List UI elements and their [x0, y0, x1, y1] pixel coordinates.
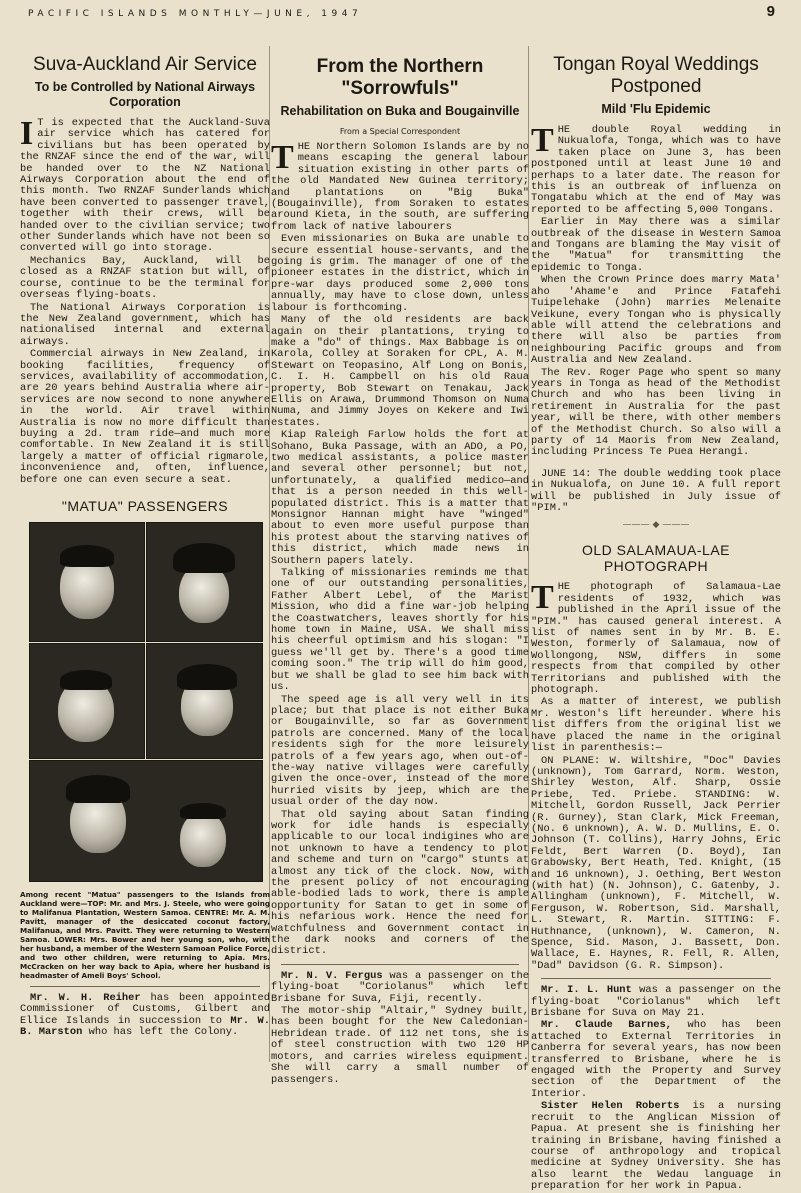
column-right — [531, 38, 781, 1193]
article-paragraph: Earlier in May there was a similar outbreak of the disease in Western Samoa and Tongans are blaming the May visit of the "Matua" for transmitting the epidemic to Tonga. — [531, 216, 781, 274]
article-paragraph: THE double Royal wedding in Nukualofa, Tonga, which was to have taken place on June 3, has been postponed until at least June 10 and perhaps to a later date. The reason for this is an outbreak of influenza on Tongatabu which at the end of May was reported to be affecting 5,000 Tongans. — [531, 122, 781, 216]
article-title: Tongan Royal Weddings Postponed — [553, 54, 759, 97]
drop-cap: T — [271, 139, 294, 176]
column-middle — [271, 38, 529, 1086]
drop-cap: T — [531, 122, 554, 159]
page-header — [0, 0, 801, 36]
photo-caption: Among recent "Matua" passengers to the Islands from Auckland were—TOP: Mr. and Mrs. J. Steele, who were going to Malifanua Plantation, Western Samoa. CENTRE: Mr. A. M. Pavitt, manager of the desiccated coconut factory, Malifanua, and Mrs. Pavitt. They were returning to Western Samoa. LOWER: Mrs. Bower and her young son, who, with her husband, a member of the Western Samoan Police Force, and two other children, were returning to Apia. Mrs. McCracken on her way back to Apia, where her husband is headmaster of Ameli Boys' School. — [20, 890, 270, 980]
photo-pavitt-wife — [146, 643, 263, 759]
article-paragraph: As a matter of interest, we publish Mr. Weston's lift hereunder. Where his list differs from the original list we have placed the name in the original list in parenthesis:— — [531, 696, 781, 755]
photo-steele-husband — [29, 522, 145, 642]
photo-steele-wife — [146, 522, 263, 642]
section-heading: "MATUA" PASSENGERS — [61, 498, 229, 514]
byline: From a Special Correspondent — [339, 127, 461, 136]
section-heading: OLD SALAMAUA-LAE PHOTOGRAPH — [581, 542, 731, 575]
news-note: The motor-ship "Altair," Sydney built, has been bought for the New Caledonian-Hebridean trade. Of 112 net tons, she is of steel construction with two 120 HP motors, and carries wireless equipment. She will carry a small number of passengers. — [271, 1005, 529, 1086]
article-paragraph: Talking of missionaries reminds me that one of our outstanding personalities, Father Albert Lebel, of the Marist Mission, who did a fine war-job helping the Coastwatchers, leaves shortly for his home town in Maine, USA. We shall miss his cheerful optimism and his slogan: "I guess we'll get by. There's a good time coming soon." The trip will do him good, but we shall be glad to see him back with us. — [271, 567, 529, 694]
article-paragraph: Many of the old residents are back again on their plantations, trying to make a "do" of things. Max Babbage is on Karola, Colley at Soraken for CPL, A. M. Stewart on Teopasino, Alf Long on Bonis, C. I. H. Campbell on his old Raua property, Bob Stewart on Tenakau, Jack Ellis on Arawa, Drummond Thomson on Numa Numa, and Jimmy Joyes on Kekere and Iwi estates. — [271, 314, 529, 429]
article-paragraph: The Rev. Roger Page who spent so many years in Tonga as head of the Methodist Church and who has been living in retirement in Australia for the past year, will be there, with other members of the Methodist Church. So also will a party of 14 Maoris from New Zealand, including Princess Te Puea Herangi. — [531, 366, 781, 459]
article-title: From the Northern "Sorrowfuls" — [316, 56, 484, 99]
article-paragraph: THE photograph of Salamaua-Lae residents of 1932, which was published in the April issue of the "PIM." has caused general interest. A list of names sent in by Mr. B. E. Weston, formerly of Salamaua, now of Wollongong, NSW, differs in some respects from that compiled by other Territorians and published with the photograph. — [531, 579, 781, 697]
article-paragraph: I T is expected that the Auckland-Suva air service which has catered for civilians but has been operated by the RNZAF since the end of the war, will be handed over to the NZ National Airways Corporation about the end of this month. Two RNZAF Sunderlands which have been converted to passenger travel, together with their crews, will be handed over to the civilian service; two other Sunderlands which have not been so converted will go into storage. — [20, 115, 270, 255]
column-left — [20, 38, 270, 1068]
article-paragraph: The speed age is all very well in its place; but that place is not either Buka or Bougainville, so far as Government patrols are concerned. Many of the local residents sigh for the more leisurely patrols of a few years ago, when out-of-the-way native villages were carefully given the once-over, instead of the more hurried visits by jeep, which are the usual order of the day now. — [271, 693, 529, 809]
article-paragraph: Commercial airways in New Zealand, in booking facilities, frequency of services, availability of accommodation, are 20 years behind Australia where air-services are now second to none anywhere in the world. Air travel within Australia is now no more difficult than buying a 2d. tram ride—and much more comfortable. In New Zealand it is still largely a matter of official rigmarole, inconvenience and, often, influence, before one can even secure a seat. — [20, 348, 270, 486]
article-title: Suva-Auckland Air Service — [33, 54, 257, 75]
news-note: Sister Helen Roberts is a nursing recruit to the Anglican Mission of Papua. At present she is finishing her training in Brisbane, having finished a course of anthropology and tropical medicine at Sydney University. She has also learnt the Wedau language in preparation for her work in Papua. — [531, 1100, 781, 1193]
name-list: ON PLANE: W. Wiltshire, "Doc" Davies (unknown), Tom Garrard, Norm. Weston, Shirley Weston, Alf. Sharp, Ossie Priebe, Ted. Priebe. STANDING: W. Mitchell, Gordon Russell, Jack Perrier (R. Gurney), Stan Clark, Mick Freeman, (No. 6 unknown), A. W. D. Mullins, E. O. Johnson (T. Collins), Harry Johns, Eric Feldt, Bert Warren (D. Boyd), Ian Grabowsky, Bert Heath, Ted. Knight, (15 and 16 unknown), J. Oething, Bert Weston (with hat) (N. Johnson), C. Gatenby, J. Allingham (unknown), F. Mitchell, W. Ferguson, W. Robertson, Sid. Marshall, L. Stewart, R. Martin. SITTING: F. Huthnance, (unknown), W. Cameron, N. Spence, Sid. Mason, J. Bassett, Don. Wallace, E. Haynes, R. Fell, R. Allen, "Dad" Davidson (G. R. Simpson). — [531, 754, 781, 972]
divider — [30, 986, 260, 987]
article-paragraph: Mechanics Bay, Auckland, will be closed as a RNZAF station but will, of course, continue to be the terminal for overseas flying-boats. — [20, 254, 270, 302]
news-note: Mr. Claude Barnes, who has been attached to External Territories in Canberra for several years, has now been transferred to Brisbane, where he is engaged with the Property and Survey section of the Department of the Interior. — [531, 1019, 781, 1100]
article-subtitle: Mild 'Flu Epidemic — [601, 102, 711, 116]
article-subtitle: To be Controlled by National Airways Corporation — [34, 80, 256, 109]
divider — [281, 964, 519, 965]
passenger-photographs — [29, 522, 261, 882]
news-note: Mr. I. L. Hunt was a passenger on the flying-boat "Coriolanus" which left Brisbane for Suva on May 21. — [531, 984, 781, 1020]
article-paragraph: THE Northern Solomon Islands are by no means escaping the general labour situation existing in other parts of the old Mandated New Guinea territory; and plantations on "Big Buka" (Bougainville), from Soraken to estates around Kieta, in the south, are suffering from lack of native labourers — [271, 139, 529, 233]
article-paragraph: When the Crown Prince does marry Mata' aho 'Ahame'e and Prince Fatafehi Tuipelehake (John) marries Melenaite Veikune, every Tongan who is physically able will attend the celebrations and there will also be parties from neighbouring Pacific groups and from Australia and New Zealand. — [531, 274, 781, 367]
article-paragraph: Kiap Raleigh Farlow holds the fort at Sohano, Buka Passage, with an ADO, a PO, two medical assistants, a police master and several other personnel; but not, unfortunately, a qualified medico—and that is a person needed in this well-populated district. This is a matter that Monsignor Hannan might have "winged" about to even more useful purpose than his protest about the starving natives of this district, which made news in Southern papers lately. — [271, 429, 529, 567]
article-paragraph: Even missionaries on Buka are unable to secure essential house-servants, and the going is grim. The manager of one of the pioneer estates in the district, which in pre-war days produced some 2,000 tons annually, may have to close down, unless labour is forthcoming. — [271, 233, 529, 314]
drop-cap: T — [531, 579, 554, 617]
article-paragraph: That old saying about Satan finding work for idle hands is especially applicable to our local indigines who are not unknown to have a tendency to plot and scheme and turn on "cargo" stunts at almost any tick of the clock. Now, with the present policy of not encouraging able-bodied lads to work, there is ample opportunity for Satan to get in some of his nefarious work. Hence the need for watchfulness and Government contact in the dark nooks and corners of the district. — [271, 808, 529, 958]
article-paragraph: The National Airways Corporation is the New Zealand government, which has nationalised internal and external airways. — [20, 301, 270, 348]
article-subtitle: Rehabilitation on Buka and Bougainville — [280, 104, 520, 118]
page-number: 9 — [766, 3, 775, 20]
photo-pavitt-husband — [29, 643, 145, 759]
news-note: Mr. N. V. Fergus was a passenger on the flying-boat "Coriolanus" which left Brisbane for Suva, Fiji, recently. — [271, 969, 529, 1005]
ornament-divider: ——— ◆ ——— — [622, 520, 690, 531]
photo-bower-mother-son — [29, 760, 263, 882]
running-head: PACIFIC ISLANDS MONTHLY—JUNE, 1947 — [28, 9, 363, 19]
divider — [541, 978, 771, 979]
update-note: JUNE 14: The double wedding took place in Nukualofa, on June 10. A full report will be published in July issue of "PIM." — [531, 467, 781, 514]
news-note: Mr. W. H. Reiher has been appointed Commissioner of Customs, Gilbert and Ellice Islands in succession to Mr. W. B. Marston who has left the Colony. — [20, 992, 270, 1039]
drop-cap: I — [20, 115, 34, 152]
